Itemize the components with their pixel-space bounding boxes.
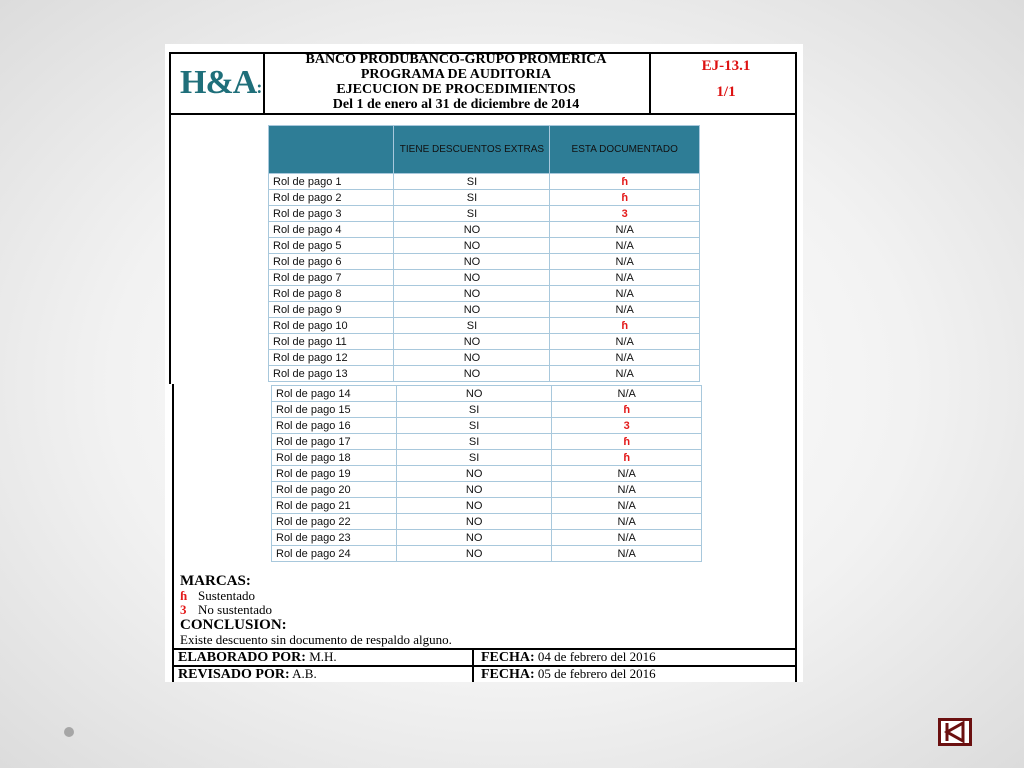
row-documented: 3 xyxy=(552,418,702,434)
title-line-1: BANCO PRODUBANCO-GRUPO PROMERICA xyxy=(305,52,607,67)
row-extras: SI xyxy=(396,418,552,434)
table-row xyxy=(272,418,702,434)
row-documented: ɦ xyxy=(550,318,700,334)
column-header-extras: TIENE DESCUENTOS EXTRAS xyxy=(394,126,550,174)
table-row xyxy=(269,238,700,254)
row-extras: NO xyxy=(394,222,550,238)
footer-divider xyxy=(472,648,474,682)
row-documented: N/A xyxy=(552,530,702,546)
header-title xyxy=(265,52,647,112)
row-documented: ɦ xyxy=(552,402,702,418)
table-row xyxy=(272,450,702,466)
payroll-table-part-1 xyxy=(268,125,700,382)
table-row xyxy=(272,546,702,562)
row-name: Rol de pago 16 xyxy=(272,418,397,434)
row-documented: N/A xyxy=(552,466,702,482)
logo: H&A: xyxy=(180,64,262,101)
table-row xyxy=(269,206,700,222)
row-documented: N/A xyxy=(550,238,700,254)
row-extras: SI xyxy=(396,450,552,466)
row-extras: NO xyxy=(396,514,552,530)
row-extras: NO xyxy=(394,302,550,318)
left-border xyxy=(169,52,171,384)
payroll-table-part-2 xyxy=(271,385,702,562)
row-extras: NO xyxy=(394,350,550,366)
row-name: Rol de pago 19 xyxy=(272,466,397,482)
table-row xyxy=(269,222,700,238)
row-documented: N/A xyxy=(550,286,700,302)
row-name: Rol de pago 23 xyxy=(272,530,397,546)
row-extras: SI xyxy=(396,434,552,450)
row-extras: SI xyxy=(394,318,550,334)
table-row xyxy=(269,286,700,302)
logo-text: H&A xyxy=(180,64,257,101)
row-documented: ɦ xyxy=(552,434,702,450)
row-name: Rol de pago 22 xyxy=(272,514,397,530)
row-documented: N/A xyxy=(552,482,702,498)
row-name: Rol de pago 5 xyxy=(269,238,394,254)
row-documented: N/A xyxy=(550,350,700,366)
row-documented: N/A xyxy=(550,222,700,238)
page-number: 1/1 xyxy=(716,84,736,100)
table-row xyxy=(269,190,700,206)
row-name: Rol de pago 1 xyxy=(269,174,394,190)
row-extras: SI xyxy=(394,190,550,206)
row-documented: N/A xyxy=(550,334,700,350)
row-extras: NO xyxy=(394,238,550,254)
date-reviewed xyxy=(481,666,656,682)
row-name: Rol de pago 17 xyxy=(272,434,397,450)
date-prepared xyxy=(481,649,656,666)
row-name: Rol de pago 12 xyxy=(269,350,394,366)
row-extras: SI xyxy=(394,206,550,222)
row-name: Rol de pago 9 xyxy=(269,302,394,318)
row-extras: NO xyxy=(394,270,550,286)
row-documented: 3 xyxy=(550,206,700,222)
row-name: Rol de pago 14 xyxy=(272,386,397,402)
table-row xyxy=(272,498,702,514)
row-extras: NO xyxy=(396,482,552,498)
prepared-by xyxy=(178,649,337,666)
row-name: Rol de pago 8 xyxy=(269,286,394,302)
row-name: Rol de pago 21 xyxy=(272,498,397,514)
row-documented: N/A xyxy=(552,498,702,514)
row-documented: N/A xyxy=(552,386,702,402)
table-row xyxy=(272,530,702,546)
row-name: Rol de pago 20 xyxy=(272,482,397,498)
check-mark-icon: ɦ xyxy=(180,588,188,603)
left-border-lower xyxy=(172,384,174,682)
reviewed-by xyxy=(178,666,317,682)
header-bottom-border xyxy=(169,113,797,115)
back-arrow-icon xyxy=(941,721,969,743)
row-documented: ɦ xyxy=(552,450,702,466)
table-row xyxy=(269,302,700,318)
row-name: Rol de pago 6 xyxy=(269,254,394,270)
row-name: Rol de pago 2 xyxy=(269,190,394,206)
row-extras: NO xyxy=(394,286,550,302)
audit-document xyxy=(165,44,803,682)
row-name: Rol de pago 4 xyxy=(269,222,394,238)
table-row xyxy=(272,434,702,450)
row-documented: N/A xyxy=(550,270,700,286)
table-row xyxy=(272,514,702,530)
row-extras: NO xyxy=(394,366,550,382)
prepared-by-label: ELABORADO POR: xyxy=(178,650,306,665)
table-row xyxy=(272,402,702,418)
row-name: Rol de pago 24 xyxy=(272,546,397,562)
date-label: FECHA: xyxy=(481,667,535,682)
row-documented: ɦ xyxy=(550,174,700,190)
table-row xyxy=(272,466,702,482)
document-code: EJ-13.1 xyxy=(701,58,751,74)
prepared-by-value: M.H. xyxy=(309,649,337,664)
date-label: FECHA: xyxy=(481,650,535,665)
row-extras: SI xyxy=(394,174,550,190)
conclusion-text: Existe descuento sin documento de respaldo alguno. xyxy=(180,632,452,647)
row-name: Rol de pago 18 xyxy=(272,450,397,466)
title-line-4: Del 1 de enero al 31 de diciembre de 2014 xyxy=(332,97,580,112)
row-extras: NO xyxy=(396,386,552,402)
row-documented: ɦ xyxy=(550,190,700,206)
table-row xyxy=(269,174,700,190)
row-name: Rol de pago 11 xyxy=(269,334,394,350)
table-header-row xyxy=(269,126,700,174)
title-line-3: EJECUCION DE PROCEDIMIENTOS xyxy=(336,82,576,97)
reviewed-by-value: A.B. xyxy=(292,666,317,681)
marks-title: MARCAS: xyxy=(180,573,251,589)
table-row xyxy=(272,482,702,498)
mark-label: Sustentado xyxy=(198,588,256,603)
row-extras: NO xyxy=(396,530,552,546)
row-extras: SI xyxy=(396,402,552,418)
table-row xyxy=(269,334,700,350)
row-extras: NO xyxy=(396,466,552,482)
table-row xyxy=(269,270,700,286)
row-extras: NO xyxy=(394,334,550,350)
slide-bullet-dot xyxy=(64,727,74,737)
table-row xyxy=(269,350,700,366)
row-extras: NO xyxy=(396,546,552,562)
marks-section xyxy=(180,573,452,647)
row-documented: N/A xyxy=(552,514,702,530)
right-border xyxy=(795,52,797,682)
row-extras: NO xyxy=(394,254,550,270)
mark-label: No sustentado xyxy=(198,602,273,617)
mark-item xyxy=(180,603,452,617)
reviewed-by-label: REVISADO POR: xyxy=(178,667,290,682)
table-row xyxy=(269,318,700,334)
row-documented: N/A xyxy=(550,366,700,382)
table-row xyxy=(272,386,702,402)
row-name: Rol de pago 7 xyxy=(269,270,394,286)
row-documented: N/A xyxy=(552,546,702,562)
date-value: 05 de febrero del 2016 xyxy=(537,666,656,681)
conclusion-title: CONCLUSION: xyxy=(180,617,287,633)
row-name: Rol de pago 10 xyxy=(269,318,394,334)
row-name: Rol de pago 3 xyxy=(269,206,394,222)
mark-item xyxy=(180,589,452,603)
table-row xyxy=(269,254,700,270)
title-line-2: PROGRAMA DE AUDITORIA xyxy=(360,67,552,82)
column-header-name xyxy=(269,126,394,174)
table-row xyxy=(269,366,700,382)
row-documented: N/A xyxy=(550,254,700,270)
unsupported-mark-icon: 3 xyxy=(180,602,187,617)
column-header-documented: ESTA DOCUMENTADO xyxy=(550,126,700,174)
row-name: Rol de pago 13 xyxy=(269,366,394,382)
date-value: 04 de febrero del 2016 xyxy=(537,649,656,664)
row-extras: NO xyxy=(396,498,552,514)
row-name: Rol de pago 15 xyxy=(272,402,397,418)
row-documented: N/A xyxy=(550,302,700,318)
back-button[interactable] xyxy=(938,718,972,746)
